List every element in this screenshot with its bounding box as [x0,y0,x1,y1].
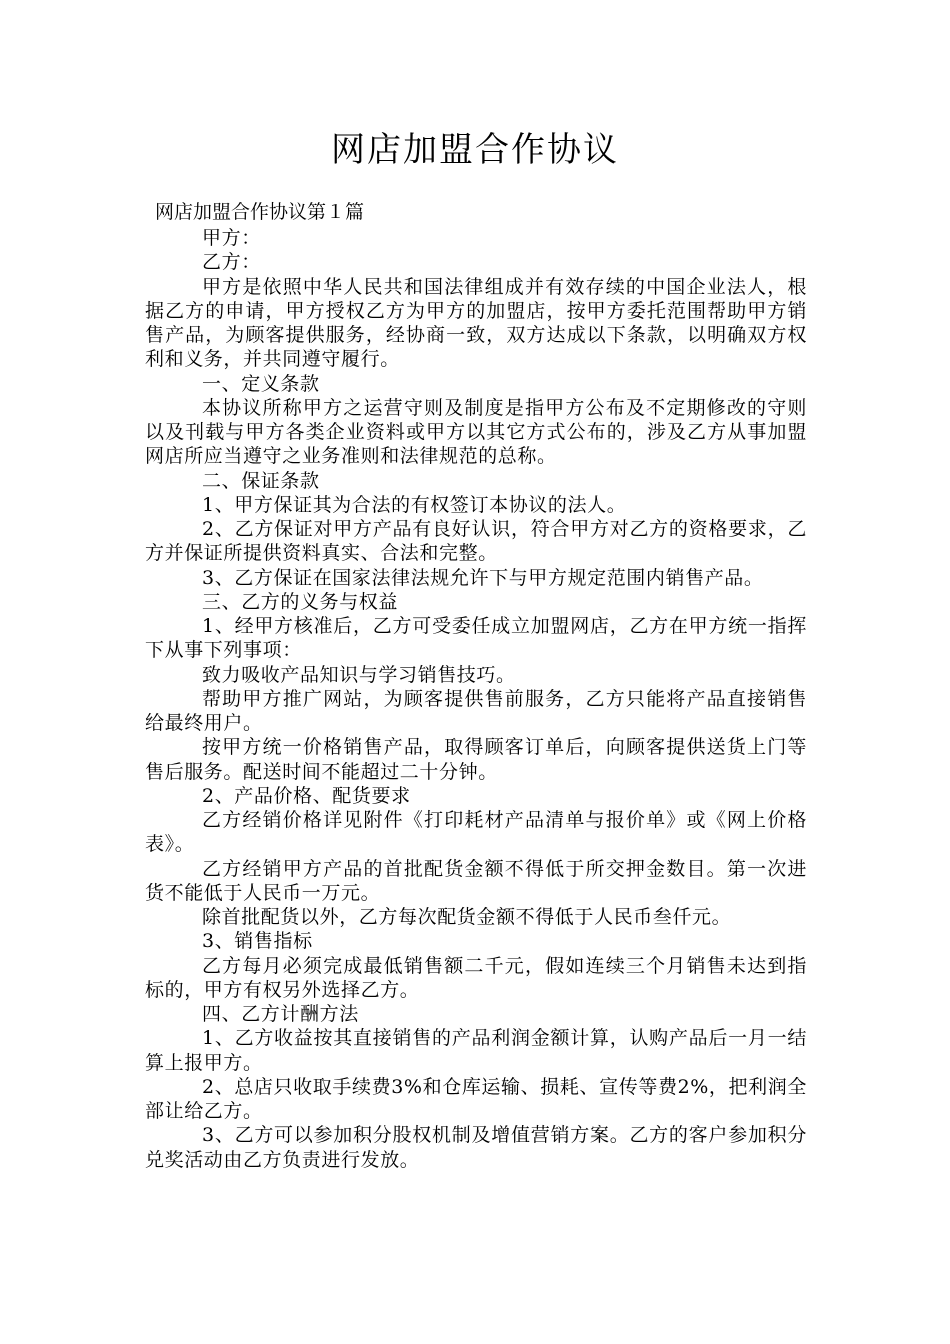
section-heading: 一、定义条款 [202,372,320,395]
section-heading: 四、乙方计酬方法 [202,1003,359,1025]
paragraph: 致力吸收产品知识与学习销售技巧。 [202,663,516,686]
list-item: 3、乙方保证在国家法律法规允许下与甲方规定范围内销售产品。 [202,566,764,589]
party-b-line: 乙方： [202,251,261,274]
preamble-paragraph: 甲方是依照中华人民共和国法律组成并有效存续的中国企业法人，根据乙方的申请，甲方授权乙方为甲方的加盟店，按甲方委托范围帮助甲方销售产品，为顾客提供服务，经协商一致，双方达成以下条款，以明确双方权利和义务，并共同遵守履行。 [145,275,807,371]
paragraph: 乙方每月必须完成最低销售额二千元，假如连续三个月销售未达到指标的，甲方有权另外选择乙方。 [145,954,807,1001]
subsection-heading: 2、产品价格、配货要求 [202,784,411,807]
list-item: 1、经甲方核准后，乙方可受委任成立加盟网店，乙方在甲方统一指挥下从事下列事项： [145,615,807,662]
paragraph: 除首批配货以外，乙方每次配货金额不得低于人民币叁仟元。 [202,906,732,928]
paragraph: 本协议所称甲方之运营守则及制度是指甲方公布及不定期修改的守则以及刊载与甲方各类企业资料或甲方以其它方式公布的，涉及乙方从事加盟网店所应当遵守之业务准则和法律规范的总称。 [145,396,807,468]
paragraph: 帮助甲方推广网站，为顾客提供售前服务，乙方只能将产品直接销售给最终用户。 [145,687,807,734]
section-heading: 二、保证条款 [202,469,320,492]
paragraph: 乙方经销价格详见附件《打印耗材产品清单与报价单》或《网上价格表》。 [145,809,807,856]
paragraph: 乙方经销甲方产品的首批配货金额不得低于所交押金数目。第一次进货不能低于人民币一万元。 [145,857,807,904]
document-body [145,226,807,1172]
subsection-heading: 3、销售指标 [202,930,313,953]
list-item: 2、总店只收取手续费3%和仓库运输、损耗、宣传等费2%，把利润全部让给乙方。 [145,1075,807,1122]
list-item: 3、乙方可以参加积分股权机制及增值营销方案。乙方的客户参加积分兑奖活动由乙方负责进行发放。 [145,1124,807,1171]
party-a-line: 甲方： [202,227,261,249]
section-heading: 三、乙方的义务与权益 [202,590,399,613]
list-item: 1、乙方收益按其直接销售的产品利润金额计算，认购产品后一月一结算上报甲方。 [145,1027,807,1074]
document-subtitle: 网店加盟合作协议第１篇 [155,201,365,223]
list-item: 2、乙方保证对甲方产品有良好认识，符合甲方对乙方的资格要求，乙方并保证所提供资料真实、合法和完整。 [145,518,807,565]
paragraph: 按甲方统一价格销售产品，取得顾客订单后，向顾客提供送货上门等售后服务。配送时间不能超过二十分钟。 [145,736,807,783]
document-title: 网店加盟合作协议 [331,130,619,170]
list-item: 1、甲方保证其为合法的有权签订本协议的法人。 [202,493,627,516]
